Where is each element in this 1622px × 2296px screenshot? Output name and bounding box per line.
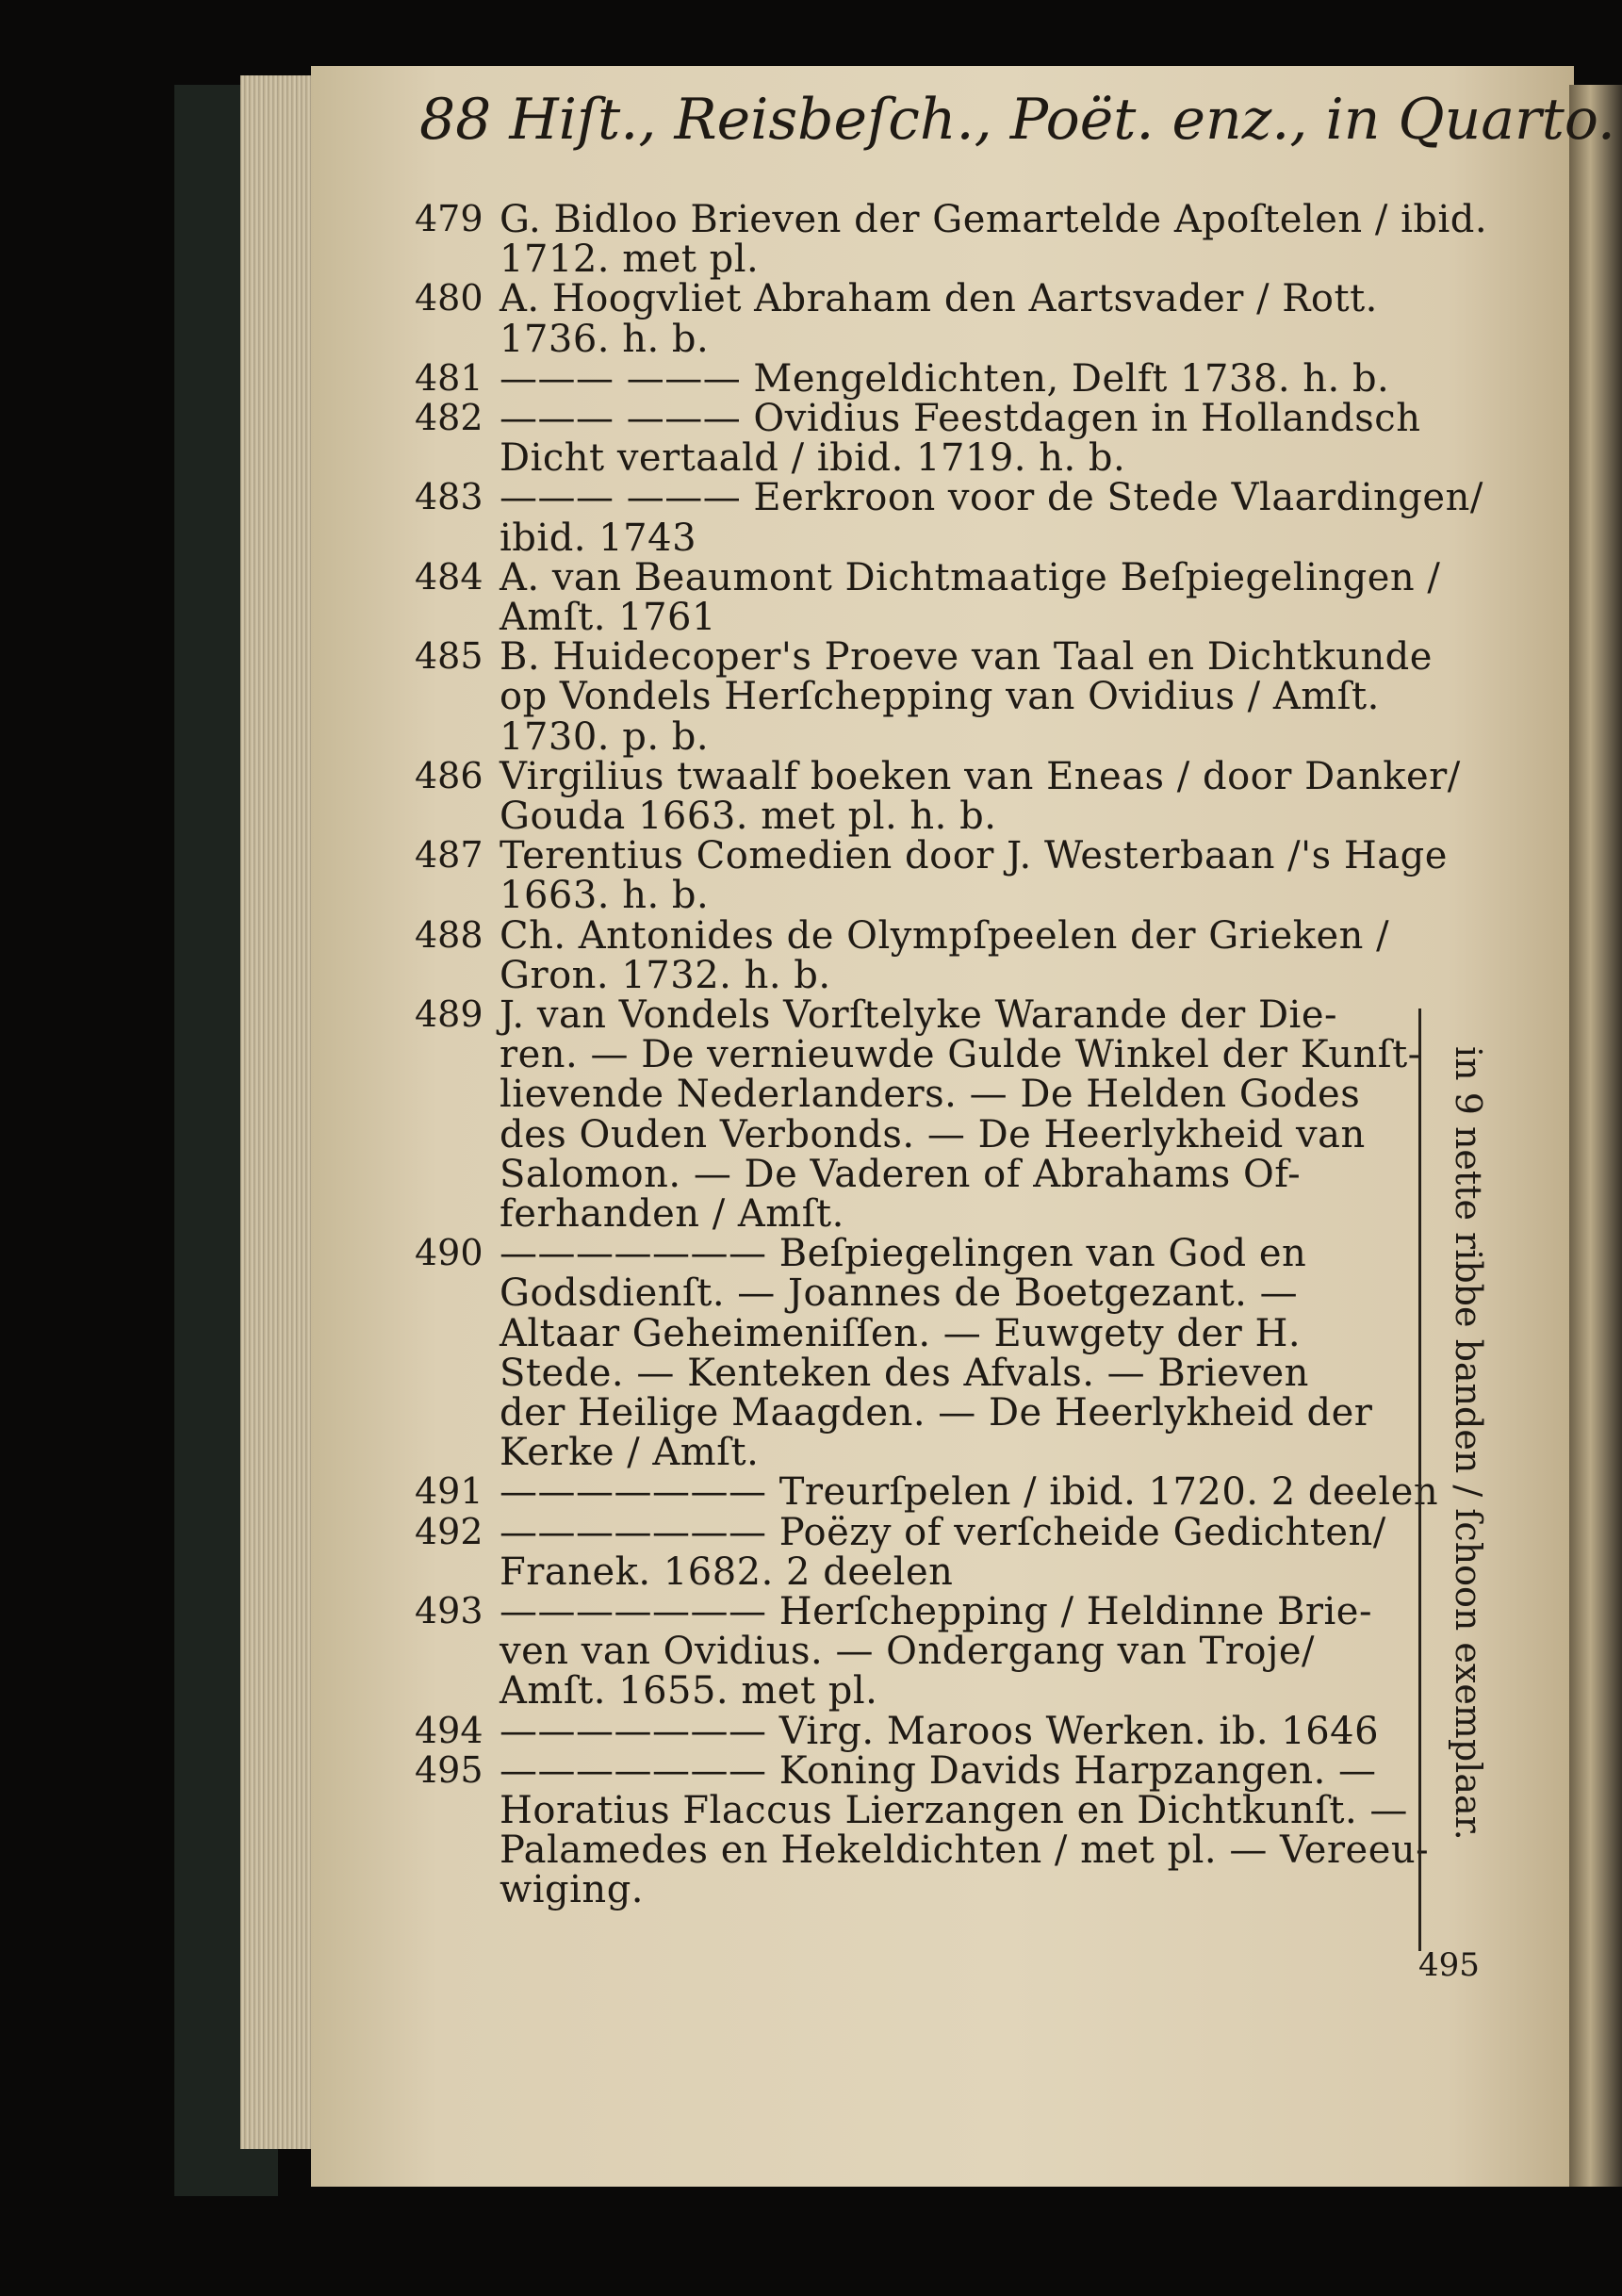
- entry-line: Kerke / Amſt.: [500, 1431, 760, 1475]
- entry-line: 1736. h. b.: [500, 317, 710, 361]
- entry-number: 492: [415, 1510, 483, 1552]
- entry-line: G. Bidloo Brieven der Gemartelde Apoſtelen / ibid.: [500, 198, 1488, 241]
- brace-line: [1418, 1009, 1421, 1951]
- entry-line: ——— ——— Eerkroon voor de Stede Vlaardingen/: [500, 476, 1483, 520]
- entry-number: 482: [415, 397, 483, 438]
- entry-line: A. van Beaumont Dichtmaatige Beſpiegelingen /: [500, 555, 1441, 599]
- entry-line: Horatius Flaccus Lierzangen en Dichtkunſt. —: [500, 1789, 1408, 1832]
- entry-line: Terentius Comedien door J. Westerbaan /'s Hage: [500, 834, 1448, 878]
- entry-line: B. Huidecoper's Proeve van Taal en Dichtkunde: [500, 635, 1433, 680]
- entry-line: ——— ——— Mengeldichten, Delft 1738. h. b.: [500, 356, 1390, 401]
- entry-number: 490: [415, 1232, 483, 1274]
- catchword: 495: [1418, 1946, 1480, 1984]
- entry-number: 495: [415, 1748, 483, 1791]
- entry-line: ferhanden / Amſt.: [500, 1192, 844, 1236]
- entry-line: Virgilius twaalf boeken van Eneas / door Danker/: [500, 754, 1461, 798]
- entry-number: 486: [415, 754, 483, 796]
- entry-line: Altaar Geheimeniſſen. — Euwgety der H.: [500, 1311, 1302, 1355]
- entry-line: Amſt. 1655. met pl.: [500, 1669, 878, 1714]
- side-note: in 9 nette ribbe banden / ſchoon exemplaar.: [1448, 1046, 1489, 1841]
- entry-line: Ch. Antonides de Olympſpeelen der Grieken /: [500, 913, 1390, 958]
- entry-line: J. van Vondels Vorſtelyke Warande der Die-: [500, 993, 1338, 1037]
- entry-line: ren. — De vernieuwde Gulde Winkel der Kunſt-: [500, 1033, 1421, 1077]
- entry-number: 491: [415, 1470, 483, 1513]
- entry-line: Dicht vertaald / ibid. 1719. h. b.: [500, 436, 1126, 481]
- entry-number: 480: [415, 277, 483, 320]
- entry-number: 488: [415, 913, 483, 956]
- entry-line: ——————— Treurſpelen / ibid. 1720. 2 deelen: [500, 1470, 1439, 1515]
- entry-line: ——— ——— Ovidius Feestdagen in Hollandsch: [500, 397, 1421, 440]
- entry-line: Godsdienſt. — Joannes de Boetgezant. —: [500, 1271, 1299, 1316]
- entry-line: A. Hoogvliet Abraham den Aartsvader / Rott.: [500, 277, 1378, 321]
- facing-page-edge: [1569, 85, 1622, 2187]
- entry-line: ven van Ovidius. — Ondergang van Troje/: [500, 1630, 1316, 1674]
- entry-line: 1663. h. b.: [500, 874, 710, 918]
- entry-line: ——————— Herſchepping / Heldinne Brie-: [500, 1590, 1372, 1633]
- entry-number: 487: [415, 834, 483, 877]
- entry-line: op Vondels Herſchepping van Ovidius / Amſt.: [500, 675, 1380, 719]
- running-header: 88 Hiſt., Reisbeſch., Poët. enz., in Quarto.: [419, 87, 1615, 153]
- entry-line: 1712. met pl.: [500, 238, 760, 282]
- entry-line: der Heilige Maagden. — De Heerlykheid der: [500, 1391, 1373, 1435]
- entry-line: wiging.: [500, 1868, 645, 1912]
- entry-number: 483: [415, 476, 483, 518]
- entry-line: des Ouden Verbonds. — De Heerlykheid van: [500, 1112, 1366, 1156]
- entry-line: Franek. 1682. 2 deelen: [500, 1550, 954, 1594]
- entry-line: ibid. 1743: [500, 516, 697, 560]
- entry-number: 485: [415, 635, 483, 678]
- entry-number: 481: [415, 356, 483, 399]
- entry-line: Stede. — Kenteken des Afvals. — Brieven: [500, 1351, 1309, 1395]
- entry-line: Gron. 1732. h. b.: [500, 953, 831, 997]
- entry-number: 494: [415, 1709, 483, 1751]
- entry-number: 489: [415, 993, 483, 1035]
- entry-line: ——————— Virg. Maroos Werken. ib. 1646: [500, 1709, 1380, 1753]
- entry-line: Gouda 1663. met pl. h. b.: [500, 795, 997, 838]
- entry-line: Salomon. — De Vaderen of Abrahams Of-: [500, 1152, 1302, 1196]
- entry-number: 493: [415, 1590, 483, 1632]
- entry-line: Amſt. 1761: [500, 596, 716, 639]
- entry-number: 479: [415, 198, 483, 239]
- entry-line: ——————— Koning Davids Harpzangen. —: [500, 1748, 1377, 1793]
- entry-line: 1730. p. b.: [500, 714, 710, 759]
- entry-number: 484: [415, 555, 483, 598]
- entry-line: Palamedes en Hekeldichten / met pl. — Vereeu-: [500, 1829, 1430, 1873]
- entry-line: ——————— Beſpiegelingen van God en: [500, 1232, 1307, 1276]
- entry-line: lievende Nederlanders. — De Helden Godes: [500, 1073, 1361, 1117]
- entry-line: ——————— Poëzy of verſcheide Gedichten/: [500, 1510, 1386, 1554]
